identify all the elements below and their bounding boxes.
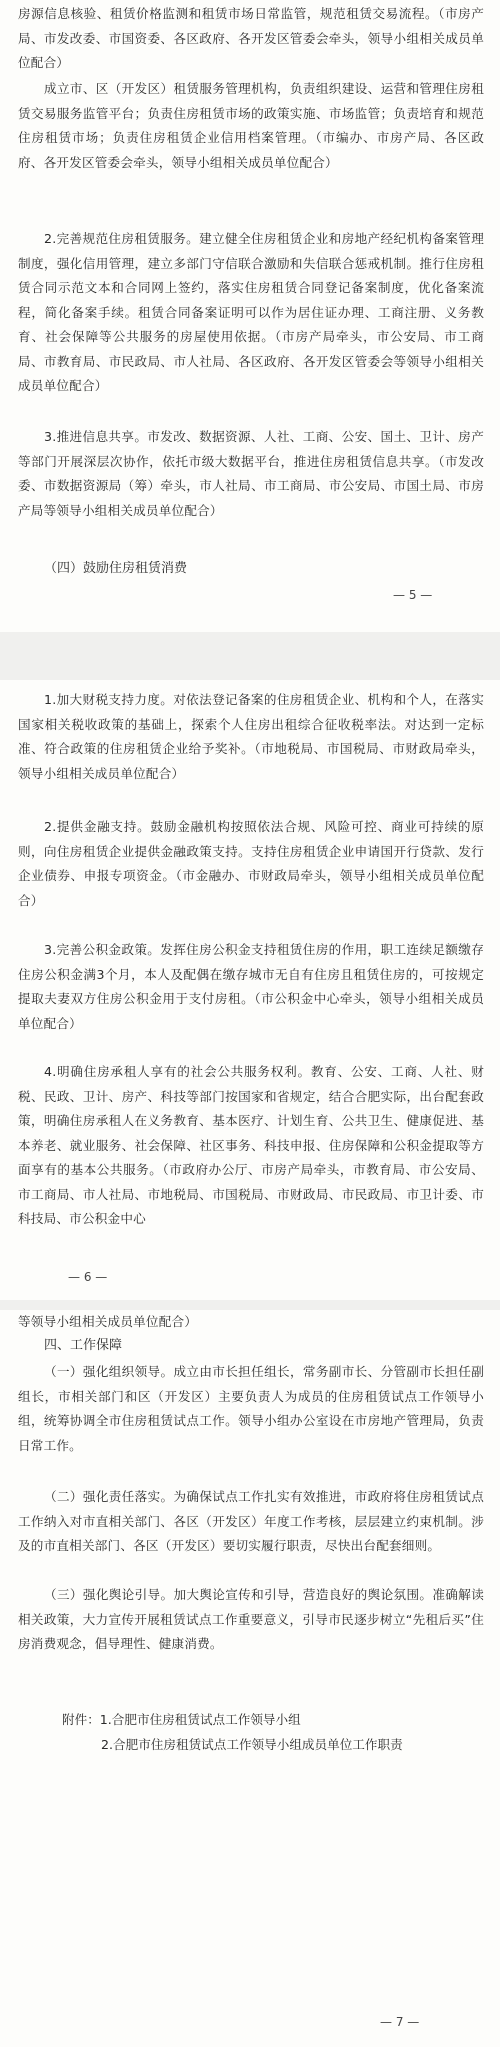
paragraph-info-sharing: 3.推进信息共享。市发改、数据资源、人社、工商、公安、国土、卫计、房产等部门开展深层次协作，依托市级大数据平台，推进住房租赁信息共享。（市发改委、市数据资源局（筹）牵头，市人社局、市工商局、市公安局、市国土局、市房产局等领导小组相关成员单位配合） [18,429,484,518]
paragraph-organizational-leadership: （一）强化组织领导。成立由市长担任组长，常务副市长、分管副市长担任副组长，市相关部门和区（开发区）主要负责人为成员的住房租赁试点工作领导小组，统筹协调全市住房租赁试点工作。领导小组办公室设在市房地产管理局，负责日常工作。 [18,1364,484,1453]
paragraph-tenant-rights: 4.明确住房承租人享有的社会公共服务权利。教育、公安、工商、人社、财税、民政、卫计、房产、科技等部门按国家和省规定，结合合肥实际，出台配套政策，明确住房承租人在义务教育、基本医疗、计划生育、公共卫生、健康促进、基本养老、就业服务、社会保障、社区事务、科技申报、住房保障和公积金提取等方面享有的基本公共服务。（市政府办公厅、市房产局牵头，市教育局、市公安局、市工商局、市人社局、市地税局、市国税局、市财政局、市民政局、市卫计委、市科技局、市公积金中心 [18,1064,484,1226]
paragraph-public-opinion: （三）强化舆论引导。加大舆论宣传和引导，营造良好的舆论氛围。准确解读相关政策，大力宣传开展租赁试点工作重要意义，引导市民逐步树立“先租后买”住房消费观念，倡导理性、健康消费。 [18,1587,484,1651]
attachment-1: 附件：1.合肥市住房租赁试点工作领导小组 [62,1712,301,1727]
paragraph-continuation: 房源信息核验、租赁价格监测和租赁市场日常监管，规范租赁交易流程。（市房产局、市发改委、市国资委、各区政府、各开发区管委会牵头，领导小组相关成员单位配合） [18,6,484,70]
paragraph-rental-services: 2.完善规范住房租赁服务。建立健全住房租赁企业和房地产经纪机构备案管理制度，强化信用管理，建立多部门守信联合激励和失信联合惩戒机制。推行住房租赁合同示范文本和合同网上签约，落实住房租赁合同登记备案制度，优化备案流程，简化备案手续。租赁合同备案证明可以作为居住证办理、工商注册、义务教育、社会保障等公共服务的房屋使用依据。（市房产局牵头，市公安局、市工商局、市教育局、市民政局、市人社局、各区政府、各开发区管委会等领导小组相关成员单位配合） [18,231,484,393]
section-heading-encourage-rental: （四）鼓励住房租赁消费 [44,561,188,576]
paragraph-service-agency: 成立市、区（开发区）租赁服务管理机构，负责组织建设、运营和管理住房租赁交易服务监管平台；负责住房租赁市场的政策实施、市场监管；负责培育和规范住房租赁市场；负责住房租赁企业信用档案管理。（市编办、市房产局、各区政府、各开发区管委会牵头，领导小组相关成员单位配合） [18,81,484,170]
page-number: — 7 — [380,2015,420,2029]
attachment-2: 2.合肥市住房租赁试点工作领导小组成员单位工作职责 [101,1737,403,1752]
page-separator [0,1300,500,1310]
paragraph-continuation: 等领导小组相关成员单位配合） [18,1314,198,1329]
document-page-5 [0,0,500,632]
page-number: — 5 — [393,588,433,602]
page-separator [0,632,500,680]
page-number: — 6 — [68,1270,108,1284]
paragraph-financial-support: 2.提供金融支持。鼓励金融机构按照依法合规、风险可控、商业可持续的原则，向住房租赁企业提供金融政策支持。支持住房租赁企业申请国开行贷款、发行企业债券、申报专项资金。（市金融办、市财政局牵头，领导小组相关成员单位配合） [18,819,484,908]
paragraph-fiscal-support: 1.加大财税支持力度。对依法登记备案的住房租赁企业、机构和个人，在落实国家相关税收政策的基础上，探索个人住房出租综合征收税率法。对达到一定标准、符合政策的住房租赁企业给予奖补。（市地税局、市国税局、市财政局牵头，领导小组相关成员单位配合） [18,692,484,781]
paragraph-responsibility: （二）强化责任落实。为确保试点工作扎实有效推进，市政府将住房租赁试点工作纳入对市直相关部门、各区（开发区）年度工作考核，层层建立约束机制。涉及的市直相关部门、各区（开发区）要切实履行职责，尽快出台配套细则。 [18,1489,484,1553]
section-heading-safeguards: 四、工作保障 [44,1338,123,1353]
paragraph-provident-fund: 3.完善公积金政策。发挥住房公积金支持租赁住房的作用，职工连续足额缴存住房公积金满3个月，本人及配偶在缴存城市无自有住房且租赁住房的，可按规定提取夫妻双方住房公积金用于支付房租。（市公积金中心牵头，领导小组相关成员单位配合） [18,942,484,1031]
document-page-7 [0,1310,500,2047]
document-page-6 [0,680,500,1300]
